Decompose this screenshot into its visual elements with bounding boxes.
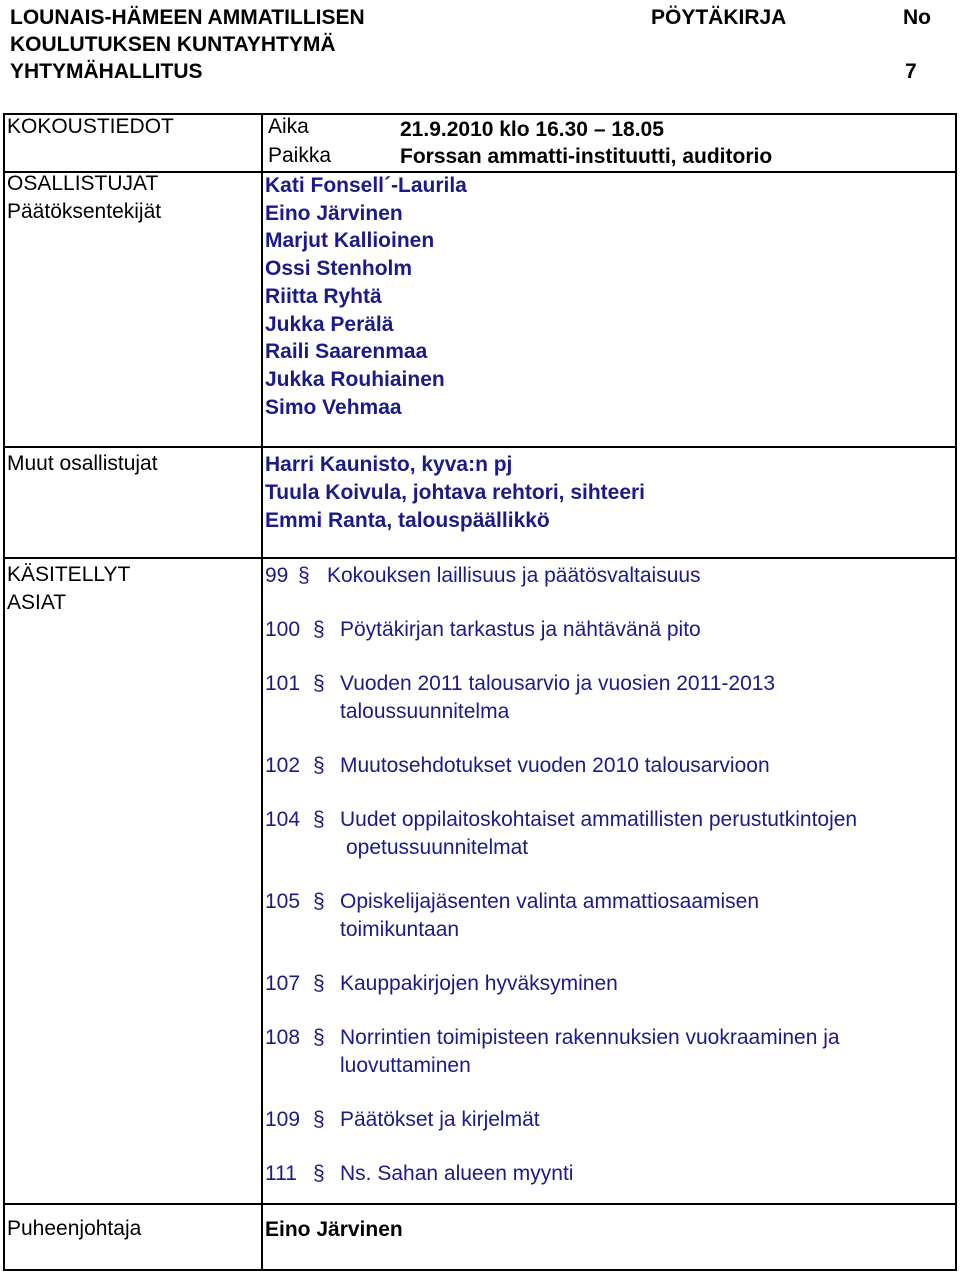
org-name-line2: KOULUTUKSEN KUNTAYHTYMÄ [10, 33, 336, 56]
agenda-item-title: Kokouksen laillisuus ja päätösvaltaisuus [327, 564, 701, 587]
agenda-item-number: 111 [265, 1162, 297, 1185]
agenda-item-number: 101 [265, 672, 301, 695]
participant-name: Simo Vehmaa [265, 396, 402, 419]
agenda-item-title: Muutosehdotukset vuoden 2010 talousarvioon [340, 754, 770, 777]
agenda-item-number: 107 [265, 972, 301, 995]
section-symbol: § [313, 808, 325, 831]
participant-name: Ossi Stenholm [265, 257, 413, 280]
time-value: 21.9.2010 klo 16.30 – 18.05 [400, 118, 664, 141]
agenda-item-title: Ns. Sahan alueen myynti [340, 1162, 574, 1185]
document-type: PÖYTÄKIRJA [651, 6, 787, 29]
section-symbol: § [313, 1108, 325, 1131]
agenda-item-title-cont: luovuttaminen [340, 1054, 471, 1077]
agenda-item-number: 104 [265, 808, 301, 831]
agenda-item-number: 99 [265, 564, 289, 587]
section-symbol: § [298, 564, 310, 587]
participant-name: Kati Fonsell´-Laurila [265, 174, 467, 197]
other-participant-name: Harri Kaunisto, kyva:n pj [265, 453, 513, 476]
agenda-item-title: Päätökset ja kirjelmät [340, 1108, 540, 1131]
section-symbol: § [313, 1162, 325, 1185]
agenda-item-number: 109 [265, 1108, 301, 1131]
agenda-item-title-cont: opetussuunnitelmat [346, 836, 529, 859]
meeting-info-label: KOKOUSTIEDOT [7, 115, 174, 138]
other-participants-label: Muut osallistujat [7, 452, 158, 475]
agenda-item-number: 102 [265, 754, 301, 777]
section-symbol: § [313, 618, 325, 641]
number-value: 7 [905, 60, 917, 83]
agenda-item-title: Norrintien toimipisteen rakennuksien vuokraaminen ja [340, 1026, 840, 1049]
time-label: Aika [268, 115, 309, 138]
agenda-item-title: Kauppakirjojen hyväksyminen [340, 972, 618, 995]
section-symbol: § [313, 972, 325, 995]
participant-name: Marjut Kallioinen [265, 229, 435, 252]
other-participant-name: Tuula Koivula, johtava rehtori, sihteeri [265, 481, 646, 504]
board-name: YHTYMÄHALLITUS [10, 60, 203, 83]
agenda-label-line1: KÄSITELLYT [7, 563, 131, 586]
section-symbol: § [313, 1026, 325, 1049]
agenda-item-number: 105 [265, 890, 301, 913]
participant-name: Raili Saarenmaa [265, 340, 428, 363]
row-divider-others [5, 557, 955, 559]
agenda-item-number: 108 [265, 1026, 301, 1049]
agenda-item-title-cont: taloussuunnitelma [340, 700, 510, 723]
agenda-item-title: Opiskelijajäsenten valinta ammattiosaamisen [340, 890, 760, 913]
participant-name: Eino Järvinen [265, 202, 403, 225]
chair-label: Puheenjohtaja [7, 1217, 142, 1240]
decision-makers-label: Päätöksentekijät [7, 200, 162, 223]
agenda-item-title: Vuoden 2011 talousarvio ja vuosien 2011-2013 [340, 672, 776, 695]
column-divider [261, 115, 263, 1269]
participant-name: Riitta Ryhtä [265, 285, 382, 308]
other-participant-name: Emmi Ranta, talouspäällikkö [265, 509, 550, 532]
participants-label: OSALLISTUJAT [7, 172, 159, 195]
place-label: Paikka [268, 144, 332, 167]
number-label: No [903, 6, 931, 29]
org-name-line1: LOUNAIS-HÄMEEN AMMATILLISEN [10, 6, 365, 29]
row-divider-participants [5, 446, 955, 448]
agenda-item-number: 100 [265, 618, 301, 641]
agenda-label-line2: ASIAT [7, 591, 67, 614]
section-symbol: § [313, 754, 325, 777]
participant-name: Jukka Perälä [265, 313, 394, 336]
row-divider-agenda [5, 1203, 955, 1205]
agenda-item-title-cont: toimikuntaan [340, 918, 460, 941]
participant-name: Jukka Rouhiainen [265, 368, 445, 391]
place-value: Forssan ammatti-instituutti, auditorio [400, 145, 773, 168]
agenda-item-title: Pöytäkirjan tarkastus ja nähtävänä pito [340, 618, 701, 641]
agenda-item-title: Uudet oppilaitoskohtaiset ammatillisten perustutkintojen [340, 808, 858, 831]
section-symbol: § [313, 890, 325, 913]
section-symbol: § [313, 672, 325, 695]
chair-name: Eino Järvinen [265, 1218, 403, 1241]
